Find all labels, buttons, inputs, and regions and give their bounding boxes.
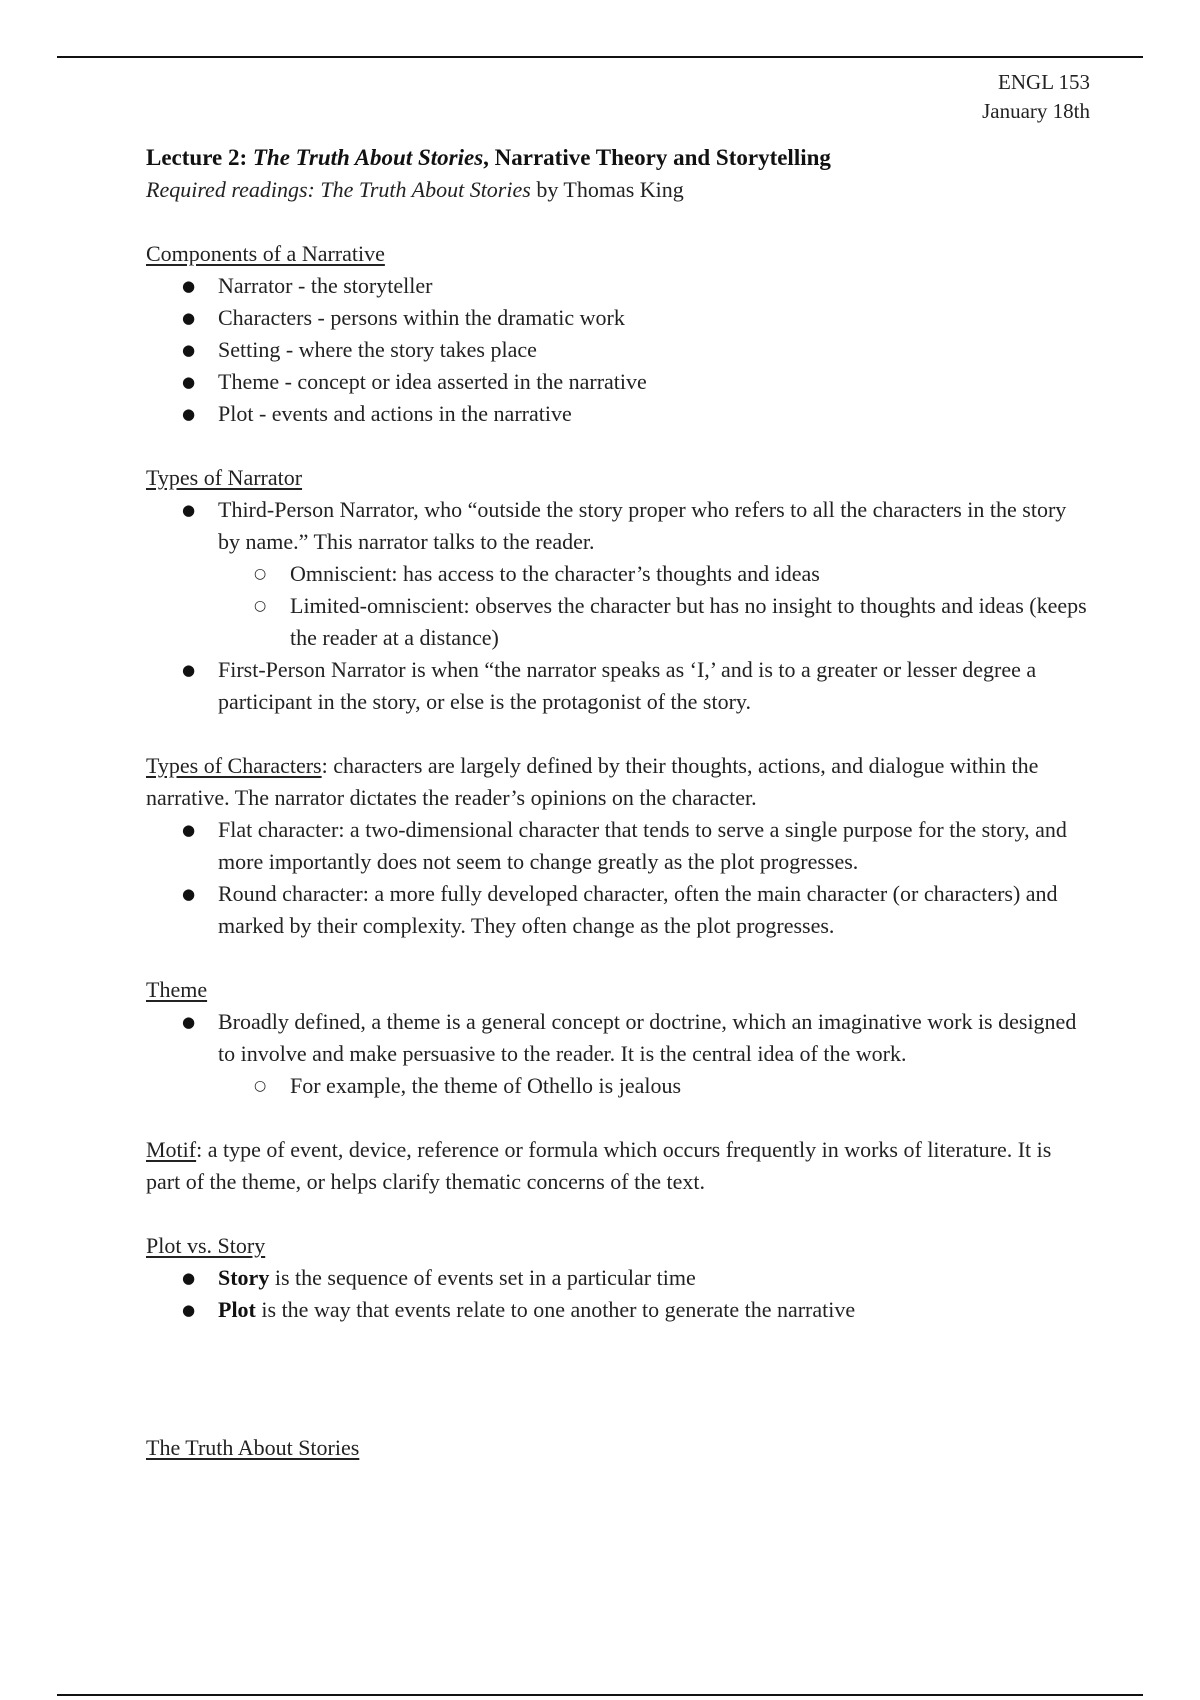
list-item: ● Theme - concept or idea asserted in the narrative	[146, 366, 1090, 398]
readings-author: by Thomas King	[530, 177, 684, 202]
character-types-list	[146, 814, 1090, 942]
motif-text: : a type of event, device, reference or formula which occurs frequently in works of literature. It is part of the theme, or helps clarify thematic concerns of the text.	[146, 1137, 1052, 1194]
narrator-types-list	[146, 494, 1090, 718]
motif-heading: Motif	[146, 1137, 197, 1162]
lecture-date: January 18th	[982, 99, 1090, 123]
title-book: The Truth About Stories	[252, 145, 484, 170]
title-suffix: , Narrative Theory and Storytelling	[483, 145, 831, 170]
document-page	[146, 68, 1090, 1464]
narrator-types-section	[146, 462, 1090, 718]
list-item: ● Characters - persons within the dramatic work	[146, 302, 1090, 334]
list-item	[146, 1294, 1090, 1326]
header-block	[146, 68, 1090, 126]
course-code: ENGL 153	[998, 70, 1090, 94]
plot-story-section	[146, 1230, 1090, 1326]
theme-sublist	[218, 1070, 1090, 1102]
top-rule	[57, 56, 1143, 58]
list-item: ● Flat character: a two-dimensional character that tends to serve a single purpose for the story, and more importantly does not seem to change greatly as the plot progresses.	[146, 814, 1090, 878]
list-item	[146, 494, 1090, 654]
list-item: ● Setting - where the story takes place	[146, 334, 1090, 366]
list-item: ● Round character: a more fully developed character, often the main character (or characters) and marked by their complexity. They often change as the plot progresses.	[146, 878, 1090, 942]
sublist-item: ○ Limited-omniscient: observes the character but has no insight to thoughts and ideas (keeps the reader at a distance)	[218, 590, 1090, 654]
list-item	[146, 1262, 1090, 1294]
character-types-section	[146, 750, 1090, 942]
theme-heading: Theme	[146, 977, 208, 1002]
list-item	[146, 1006, 1090, 1102]
plot-term: Plot	[218, 1297, 256, 1322]
components-list	[146, 270, 1090, 430]
list-item: ● Narrator - the storyteller	[146, 270, 1090, 302]
list-item: ● Plot - events and actions in the narrative	[146, 398, 1090, 430]
plot-definition: is the way that events relate to one another to generate the narrative	[255, 1297, 856, 1322]
character-types-heading: Types of Characters	[146, 753, 322, 778]
components-section	[146, 238, 1090, 430]
required-readings	[146, 174, 1090, 206]
readings-book: The Truth About Stories	[320, 177, 531, 202]
truth-heading: The Truth About Stories	[146, 1435, 360, 1460]
readings-label: Required readings:	[146, 177, 321, 202]
theme-section	[146, 974, 1090, 1102]
story-definition: is the sequence of events set in a particular time	[269, 1265, 696, 1290]
bottom-rule	[57, 1694, 1143, 1696]
list-item: ● First-Person Narrator is when “the narrator speaks as ‘I,’ and is to a greater or lesser degree a participant in the story, or else is the protagonist of the story.	[146, 654, 1090, 718]
motif-section	[146, 1134, 1090, 1198]
components-heading: Components of a Narrative	[146, 241, 385, 266]
character-types-intro: : characters are largely defined by their thoughts, actions, and dialogue within the narrative. The narrator dictates the reader’s opinions on the character.	[146, 753, 1039, 810]
theme-definition: Broadly defined, a theme is a general concept or doctrine, which an imaginative work is designed to involve and make persuasive to the reader. It is the central idea of the work.	[218, 1009, 1077, 1066]
sublist-item: ○ For example, the theme of Othello is jealous	[218, 1070, 1090, 1102]
story-term: Story	[218, 1265, 270, 1290]
third-person-sublist	[218, 558, 1090, 654]
theme-list	[146, 1006, 1090, 1102]
spacer	[146, 1326, 1090, 1432]
narrator-types-heading: Types of Narrator	[146, 465, 303, 490]
plot-story-heading: Plot vs. Story	[146, 1233, 266, 1258]
third-person-text: Third-Person Narrator, who “outside the story proper who refers to all the characters in the story by name.” This narrator talks to the reader.	[218, 497, 1067, 554]
sublist-item: ○ Omniscient: has access to the character’s thoughts and ideas	[218, 558, 1090, 590]
character-types-paragraph	[146, 750, 1090, 814]
lecture-title	[146, 142, 1090, 174]
plot-story-list	[146, 1262, 1090, 1326]
title-prefix: Lecture 2:	[146, 145, 253, 170]
